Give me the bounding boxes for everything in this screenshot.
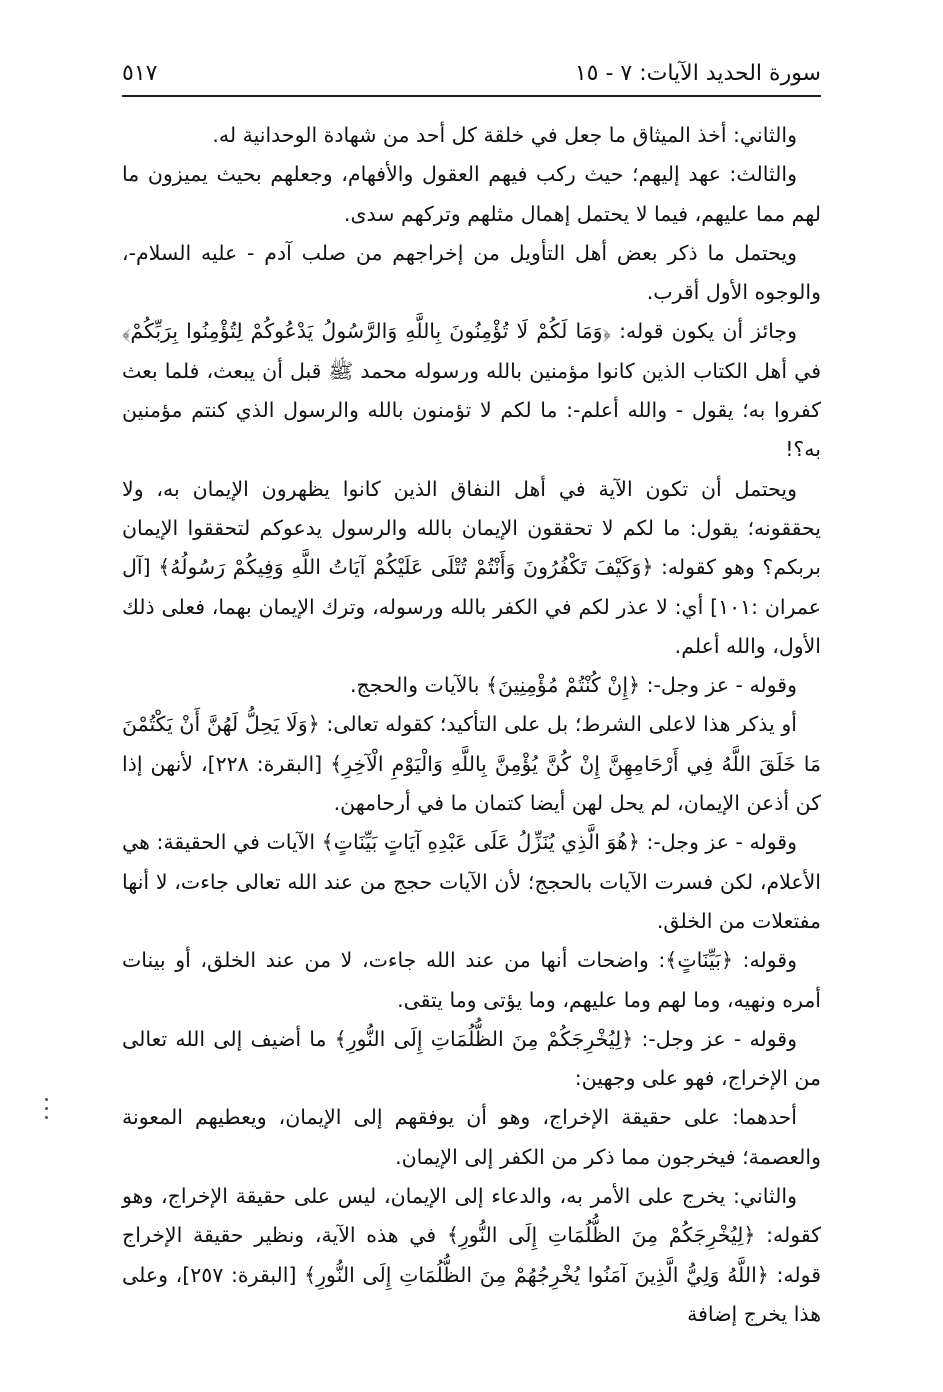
paragraph: وقوله - عز وجل-: ﴿لِيُخْرِجَكُمْ مِنَ الظُّلُمَاتِ إِلَى النُّورِ﴾ ما أضيف إلى الله تعالى من الإخراج، فهو على وجهين: bbox=[122, 1026, 821, 1091]
header-rule bbox=[122, 95, 821, 97]
scan-speck bbox=[45, 1098, 48, 1101]
running-header bbox=[122, 58, 821, 94]
paragraph: وقوله - عز وجل-: ﴿هُوَ الَّذِي يُنَزِّلُ عَلَى عَبْدِهِ آيَاتٍ بَيِّنَاتٍ﴾ الآيات في الحقيقة: هي الأعلام، لكن فسرت الآيات بالحجج؛ لأن الآيات حجج من عند الله تعالى جاءت، لا أنها مفتعلات من الخلق. bbox=[122, 830, 821, 933]
paragraph: أحدهما: على حقيقة الإخراج، وهو أن يوفقهم إلى الإيمان، ويعطيهم المعونة والعصمة؛ فيخرجون مما ذكر من الكفر إلى الإيمان. bbox=[122, 1105, 821, 1169]
scan-speck bbox=[45, 1116, 48, 1119]
page-body bbox=[122, 116, 821, 1334]
paragraph: أو يذكر هذا لاعلى الشرط؛ بل على التأكيد؛ كقوله تعالى: ﴿وَلَا يَحِلُّ لَهُنَّ أَنْ يَكْتُمْنَ مَا خَلَقَ اللَّهُ فِي أَرْحَامِهِنَّ إِنْ كُنَّ يُؤْمِنَّ بِاللَّهِ وَالْيَوْمِ الْآخِرِ﴾ [البقرة: ٢٢٨]، لأنهن إذا كن أذعن الإيمان، لم يحل لهن أيضا كتمان ما في أرحامهن. bbox=[122, 712, 821, 816]
paragraph: والثالث: عهد إليهم؛ حيث ركب فيهم العقول والأفهام، وجعلهم بحيث يميزون ما لهم مما عليهم، فيما لا يحتمل إهمال مثلهم وتركهم سدى. bbox=[122, 162, 821, 226]
paragraph: والثاني: أخذ الميثاق ما جعل في خلقة كل أحد من شهادة الوحدانية له. bbox=[212, 123, 797, 147]
scan-speck bbox=[45, 1107, 48, 1110]
paragraph: ويحتمل ما ذكر بعض أهل التأويل من إخراجهم من صلب آدم - عليه السلام-، والوجوه الأول أقرب. bbox=[122, 240, 821, 305]
paragraph: وقوله - عز وجل-: ﴿إِنْ كُنْتُمْ مُؤْمِنِينَ﴾ بالآيات والحجج. bbox=[349, 673, 797, 698]
header-title: سورة الحديد الآيات: ٧ - ١٥ bbox=[574, 61, 821, 86]
paragraph: وجائز أن يكون قوله: ﴿وَمَا لَكُمْ لَا تُؤْمِنُونَ بِاللَّهِ وَالرَّسُولُ يَدْعُوكُمْ لِتُؤْمِنُوا بِرَبِّكُمْ﴾ في أهل الكتاب الذين كانوا مؤمنين بالله ورسوله محمد ﷺ قبل أن يبعث، فلما بعث كفروا به؛ يقول - والله أعلم-: ما لكم لا تؤمنون بالله والرسول الذي كنتم مؤمنين به؟! bbox=[122, 319, 821, 462]
page-number: ٥١٧ bbox=[122, 61, 158, 86]
paragraph: والثاني: يخرج على الأمر به، والدعاء إلى الإيمان، ليس على حقيقة الإخراج، وهو كقوله: ﴿لِيُخْرِجَكُمْ مِنَ الظُّلُمَاتِ إِلَى النُّورِ﴾ في هذه الآية، ونظير حقيقة الإخراج قوله: ﴿اللَّهُ وَلِيُّ الَّذِينَ آمَنُوا يُخْرِجُهُمْ مِنَ الظُّلُمَاتِ إِلَى النُّورِ﴾ [البقرة: ٢٥٧]، وعلى هذا يخرج إضافة bbox=[122, 1184, 821, 1326]
paragraph: ويحتمل أن تكون الآية في أهل النفاق الذين كانوا يظهرون الإيمان به، ولا يحققونه؛ يقول: ما لكم لا تحققون الإيمان بالله والرسول يدعوكم لتحققوا الإيمان بربكم؟ وهو كقوله: ﴿وَكَيْفَ تَكْفُرُونَ وَأَنْتُمْ تُتْلَى عَلَيْكُمْ آيَاتُ اللَّهِ وَفِيكُمْ رَسُولُهُ﴾ [آل عمران :١٠١] أي: لا عذر لكم في الكفر بالله ورسوله، وترك الإيمان بهما، فعلى ذلك الأول، والله أعلم. bbox=[122, 476, 821, 658]
paragraph: وقوله: ﴿بَيِّنَاتٍ﴾: واضحات أنها من عند الله جاءت، لا من عند الخلق، أو بينات أمره ونهيه، وما لهم وما عليهم، وما يؤتى وما يتقى. bbox=[122, 948, 821, 1012]
